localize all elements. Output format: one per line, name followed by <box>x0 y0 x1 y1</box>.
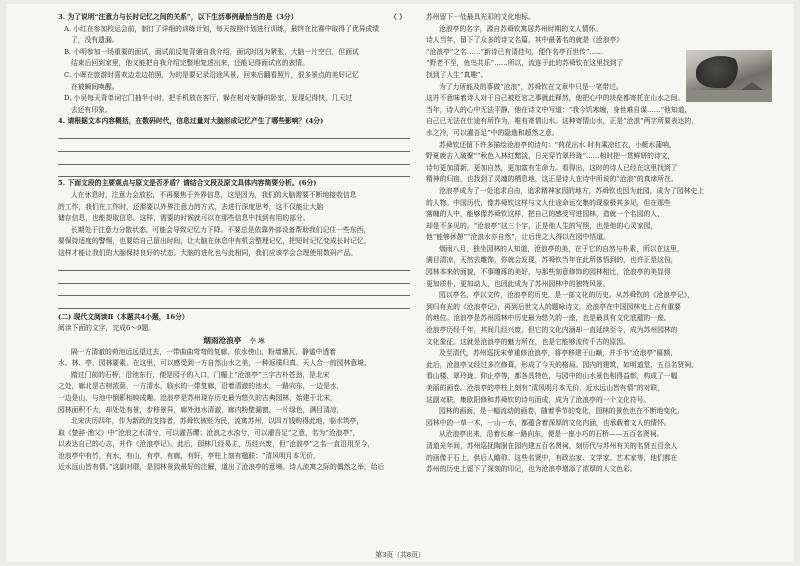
answer-line <box>58 128 410 140</box>
text-line <box>426 441 782 453</box>
text-line <box>58 451 410 463</box>
text-line <box>58 248 410 260</box>
text-line <box>426 174 782 186</box>
line-text: 园林本来的面貌，不事雕琢的美好，与那些刻意修饰的园林相比，沧浪亭的美显得 <box>426 268 671 277</box>
line-text: 3. 为了说明“注意力与长时记忆之间的关系”，以下生活事例最恰当的是（3分） <box>58 13 298 21</box>
text-line <box>58 370 410 382</box>
line-text: 当年，诗人的心中无法平静，他在诗文中写道：“我今饥寒缠，身世难自谋……”他知道， <box>426 105 692 114</box>
text-line <box>58 35 410 47</box>
line-text: 隔一方清澈的荷池远远望过去，一带曲曲弯弯的复廊，依水傍山，粉墙黛瓦，静谧中透着 <box>71 347 337 356</box>
text-line <box>426 383 782 395</box>
text-line <box>426 221 782 233</box>
line-text: 诗句更加清新，更加自然，更加富有生命力。看得出，这时的诗人已经在这里找到了 <box>426 163 678 172</box>
text-line <box>426 186 782 198</box>
text-line <box>58 236 410 248</box>
line-text: 长期处于注意力分散状态，可能会导致记忆力下降。不要总是依靠外部设备帮助我们记住一些东西， <box>71 225 371 234</box>
line-text: 到归有光的《沧浪亭记》，再到后世文人的题咏诗文，沧浪亭在中国园林史上占有重要 <box>426 302 681 311</box>
text-line <box>426 128 782 140</box>
line-text: 储存信息，也能提取信息。这样，需要的时候就可以在那些信息中找到有用的部分。 <box>58 214 310 223</box>
line-text: 园林的画面，是一幅流动的画卷，随着季节的变化，园林的景色也在不断地变化。 <box>439 407 684 416</box>
article-title-text: 烟雨沧浪亭 <box>203 335 242 345</box>
text-line <box>58 93 410 105</box>
answer-line <box>58 285 410 297</box>
text-line <box>426 47 678 59</box>
line-text: 满目清凉，天然去雕饰，你就会发现，苏舜钦当年在此所体悟到的，也许正是这份， <box>426 256 678 265</box>
text-line <box>426 418 782 430</box>
line-text: 清道光年间，苏州巡抚陶澍在园内建五百名贤祠，刻历代与苏州有关的名贤五百余人 <box>426 441 678 450</box>
page-number: 第3页（共8页） <box>375 551 425 559</box>
answer-line <box>58 153 410 165</box>
text-line <box>58 358 410 370</box>
line-text: 水之冷，可以濯吾足”中的隐逸和超然之意。 <box>426 128 559 137</box>
text-line <box>426 453 782 465</box>
garden-photo <box>686 50 772 102</box>
tree-shape <box>696 56 746 88</box>
article-title <box>58 335 410 347</box>
line-text: 人在休息时，注意力会放松，不再聚焦于外界信息，这是因为，我们的大脑需要不断地接收信息 <box>71 190 357 199</box>
text-line <box>426 267 782 279</box>
line-text: 文化象征。这就是沧浪亭的魅力所在，也是它能够流传千古的原因。 <box>426 337 630 346</box>
line-text: 的地位。沧浪亭是苏州园林中历史最为悠久的一座，也是最具有文化底蕴的一座。 <box>426 314 671 323</box>
line-text: 踏过门前的石桥，沿池东行，便是园子的入口，门楣上“沧浪亭”三字古朴苍劲，是北宋 <box>71 370 330 379</box>
line-text: 园林面积不大，却处处有景，步移景异，廊外池水清澈，廊内粉壁漏窗，一片绿色，满目清凉， <box>58 405 344 414</box>
text-line <box>58 347 410 359</box>
text-line <box>58 381 410 393</box>
text-line <box>426 464 782 476</box>
text-line <box>426 279 782 291</box>
text-line <box>426 302 782 314</box>
question-stem <box>58 178 410 190</box>
text-line <box>58 70 410 82</box>
text-line <box>58 393 410 405</box>
line-text: 沧浪亭历经千年，其间几经兴废，但它的文化内涵却一直延续至今，成为苏州园林的 <box>426 326 678 335</box>
line-text: D. 小吴每天背单词它门抽半小时，把手机放在客厅，躲在相对安静的卧室，发现记得快，几天过 <box>64 94 353 103</box>
text-line <box>58 58 410 70</box>
text-line <box>426 232 782 244</box>
line-text: (二) 现代文阅读Ⅱ（本题共4小题，16分） <box>58 312 189 321</box>
line-text: 取《楚辞·渔父》中“沧浪之水清兮，可以濯吾缨；沧浪之水浊兮，可以濯吾足”之意，名为“沧浪亭”， <box>58 428 360 437</box>
section-heading <box>58 312 410 324</box>
line-text: 阅读下面的文字，完成6～9题。 <box>58 324 156 333</box>
text-line <box>426 406 782 418</box>
line-text: 烟雨八月，独坐园林的人知道，沧浪亭的美，在于它的自然与朴素，所以在这里， <box>439 244 684 253</box>
line-text: 苏州的历史上留下了深刻的印记，也为沧浪亭增添了浓厚的人文色彩。 <box>426 465 637 474</box>
question-stem <box>58 12 410 24</box>
line-text: 4. 请根据文本内容概括，在数码时代，信息过量对大脑形成记忆产生了哪些影响？(4分) <box>58 117 324 126</box>
answer-line <box>58 141 410 153</box>
text-line <box>426 337 782 349</box>
line-text: 为了力所能及的事做“沧浪”，苏舜钦在文章中只是一笔带过。 <box>439 82 623 91</box>
line-text: 近水远山皆有情。”这副对联，是园林景致最好的注解，道出了沧浪亭的意境。诗人流寓之际的偶然之举，给后 <box>58 463 385 472</box>
text-line <box>58 428 410 440</box>
line-text: 在被瞬间唤醒。 <box>71 82 119 91</box>
line-text: 的画像于石上，供后人瞻仰。这些名贤中，有政治家、文学家、艺术家等，他们都在 <box>426 453 678 462</box>
line-text: 园以亭名，亭以文传，沧浪亭的历史，是一部文化的历史。从苏舜钦的《沧浪亭记》， <box>439 291 694 300</box>
text-line <box>426 116 782 128</box>
text-line <box>426 163 782 175</box>
answer-line <box>58 166 410 178</box>
line-text: 精神的归宿，也找到了灵魂的栖息地，这正是诗人在诗中所说的“沧浪”的真谛所在。 <box>426 175 678 184</box>
line-text: C. 小晖在旅游时喜欢边走边拍照，为的是要记录沿途风景，回来后翻看照片，很多景点的美好记忆 <box>64 70 359 79</box>
text-line <box>426 360 782 372</box>
text-line <box>58 47 410 59</box>
text-line <box>426 70 678 82</box>
line-text: 及至清代，苏州巡抚宋荦重修沧浪亭，将亭移建于山巅，并手书“沧浪亭”匾额， <box>439 349 678 358</box>
line-text: 结束后回到家里，他又能把自我介绍完整地复述出来，还能记得面试官的表情。 <box>71 59 309 68</box>
text-line <box>426 58 678 70</box>
text-line <box>58 416 410 428</box>
text-line <box>426 255 782 267</box>
line-text: 5. 下面文段的主要观点与原文是否矛盾？请结合文段及原文具体内容简要分析。(6分) <box>58 179 317 188</box>
text-line <box>426 12 782 24</box>
line-text: 北宋庆历四年，作为新政的支持者，苏舜钦被贬为民，流寓苏州，以四万钱购得此地，临水筑亭， <box>71 417 364 426</box>
text-line <box>58 82 410 94</box>
text-line <box>58 24 410 36</box>
line-text: 之处，廊北是古树浓荫，一方清水，临水的一带复廊，沿着清澈的池水，一路向东，一边是水， <box>58 382 344 391</box>
article-author: 李 琳 <box>249 336 265 345</box>
text-line <box>58 202 410 214</box>
line-text: 水、林、亭、园林要素。在这里，可以感受到一方自然山水之美，一种返璞归真、天人合一的园林意境。 <box>58 359 371 368</box>
line-text: B. 小明参加一场重要的面试，面试前反复背诵自我介绍，面试时因为紧张，大脑一片空白，但面试 <box>64 47 359 56</box>
text-line <box>426 371 782 383</box>
line-text: 从沧浪亭出来，沿着长廊一路向东，便是一座小巧的石桥——五百名贤祠。 <box>439 430 664 439</box>
text-line <box>58 190 410 202</box>
line-text: 看山楼、翠玲珑、仰止亭等，都各具特色，与园中的山水景色相得益彰，构成了一幅 <box>426 372 678 381</box>
text-line <box>58 225 410 237</box>
text-line <box>58 462 410 474</box>
line-text: 落魄的人中，能够像苏舜钦这样，把自己的感受写进园林，造就一个名园的人， <box>426 210 664 219</box>
text-line <box>426 429 782 441</box>
text-line <box>426 325 782 337</box>
line-text: 此后，沧浪亭又经过多次修葺，形成了今天的格局。园内的建筑，如明道堂、五百名贤祠、 <box>426 360 698 369</box>
line-text: 沧浪亭中有竹，有水，有山，有亭，有廊，有轩，亭柱上刻有楹联：“清风明月本无价， <box>58 451 320 460</box>
text-line <box>426 209 782 221</box>
text-line <box>58 105 410 117</box>
line-text: 美丽的画卷。沧浪亭的亭柱上刻有“清风明月本无价，近水远山皆有情”的对联， <box>426 384 665 392</box>
text-line <box>58 439 410 451</box>
line-text: 找到了人生“真趣”。 <box>426 70 488 79</box>
text-line <box>426 105 782 117</box>
left-column <box>58 12 410 474</box>
line-text: “沧浪亭”之名……“新诗已有清佳句，便作名亭百世传”…… <box>426 47 604 56</box>
line-text: 苏州留下一处最具光彩的文化地标。 <box>426 13 535 21</box>
exam-page <box>6 4 794 562</box>
line-text: 更加质朴，更加动人，也因此成为了苏州园林中的独特风景。 <box>426 279 610 288</box>
line-text: 沧浪亭成为了一处追求自由，追求精神家园的地方，苏舜钦也因为此园，成为了园林史上 <box>439 186 705 195</box>
line-text: 的工作，我们在工作时，还需要以外界注意力的方式，去进行深度思考，这不仅能让大脑 <box>58 202 324 211</box>
line-text: 这副对联，集欧阳修和苏舜钦的诗句而成，成为了沧浪亭的一个文化符号。 <box>426 395 651 404</box>
line-text: 园林中的一草一木，一山一水，都蕴含着深厚的文化内涵，也承载着文人的情怀。 <box>426 418 671 427</box>
line-text: 这并不意味着诗人对于自己被贬官之事就此释然，他把心中的块垒都寄托在山水之间。 <box>426 94 685 103</box>
line-text: 的人物。中国历代，像苏舜钦这样与文人仕途命运交集的现象极其多见，但在那些 <box>426 198 671 207</box>
line-text: 苏舜钦还留下许多描绘沧浪亭的诗句：“荷花出水 时有乘凉红衣，小艇水蒲响， <box>439 140 676 149</box>
line-text: 诗人当年，留下了众多的诗文名篇，其中最著名的就是《沧浪亭》 <box>426 36 624 45</box>
line-text: 这样才能让我们的大脑保持良好的状态。大脑的进化也与此相同，我们应该学会合理使用数码产品。 <box>58 248 358 257</box>
line-text: A. 小红在参加校运会前，制订了详细的训练计划，每天按照计划进行训练，最终在比赛中取得了优异成绩 <box>64 24 380 33</box>
text-line <box>426 290 782 302</box>
text-line <box>426 244 782 256</box>
text-line <box>426 24 691 36</box>
answer-line <box>58 259 410 271</box>
text-line <box>426 140 782 152</box>
answer-line <box>58 272 410 284</box>
text-line <box>426 151 782 163</box>
line-text: 要保持适度的警惕，也要给自己留出时间，让大脑在休息中有机会整理记忆，把短时记忆变成长时记忆， <box>58 237 371 246</box>
line-text: 自己已无法在仕途有所作为，唯有寄情山水。这种寄情山水，正是“沧浪”两字所要表达的， <box>426 117 699 126</box>
line-text: 去还有印象。 <box>71 105 112 114</box>
ground-shape <box>686 90 772 102</box>
line-text: 以表达自己的心志，并作《沧浪亭记》。此后，园林几经易主，历经兴废，但“沧浪亭”之名一直沿用至今， <box>58 440 375 449</box>
line-text: “野老不至，鱼鸟共乐”……所以，流连于此的苏舜钦在这里找到了 <box>426 59 624 68</box>
text-line <box>426 198 782 210</box>
text-line <box>58 213 410 225</box>
line-text: 沧浪亭的名字，源自苏舜钦寓居苏州时期的文人情怀。 <box>439 24 603 33</box>
text-line <box>426 35 678 47</box>
text-line <box>58 323 410 335</box>
line-text: 他“能够休憩”“沧浪水亦自然”，让后世之人得以在园中悟道。 <box>426 233 610 242</box>
text-line <box>426 313 782 325</box>
answer-line <box>58 297 410 309</box>
text-line <box>426 395 782 407</box>
line-text: 一边是山，与池中倒影相映成趣。沧浪亭是苏州现存历史最为悠久的古典园林，始建于北宋， <box>58 393 337 402</box>
line-text: 了，没有遗漏。 <box>71 36 119 45</box>
answer-bracket: （ ） <box>390 13 406 21</box>
line-text: 野夏鹿吉入破聚”“秋色入林红黯淡，日光穿竹翠玲珑”……相时把一贯鲜妍的诗文， <box>426 152 675 161</box>
line-text: 却是不多见的。“沧浪亭”这三个字，正是他人生的写照，也是他的心灵家园， <box>426 221 658 230</box>
text-line <box>58 405 410 417</box>
text-line <box>426 348 782 360</box>
question-stem <box>58 116 410 128</box>
